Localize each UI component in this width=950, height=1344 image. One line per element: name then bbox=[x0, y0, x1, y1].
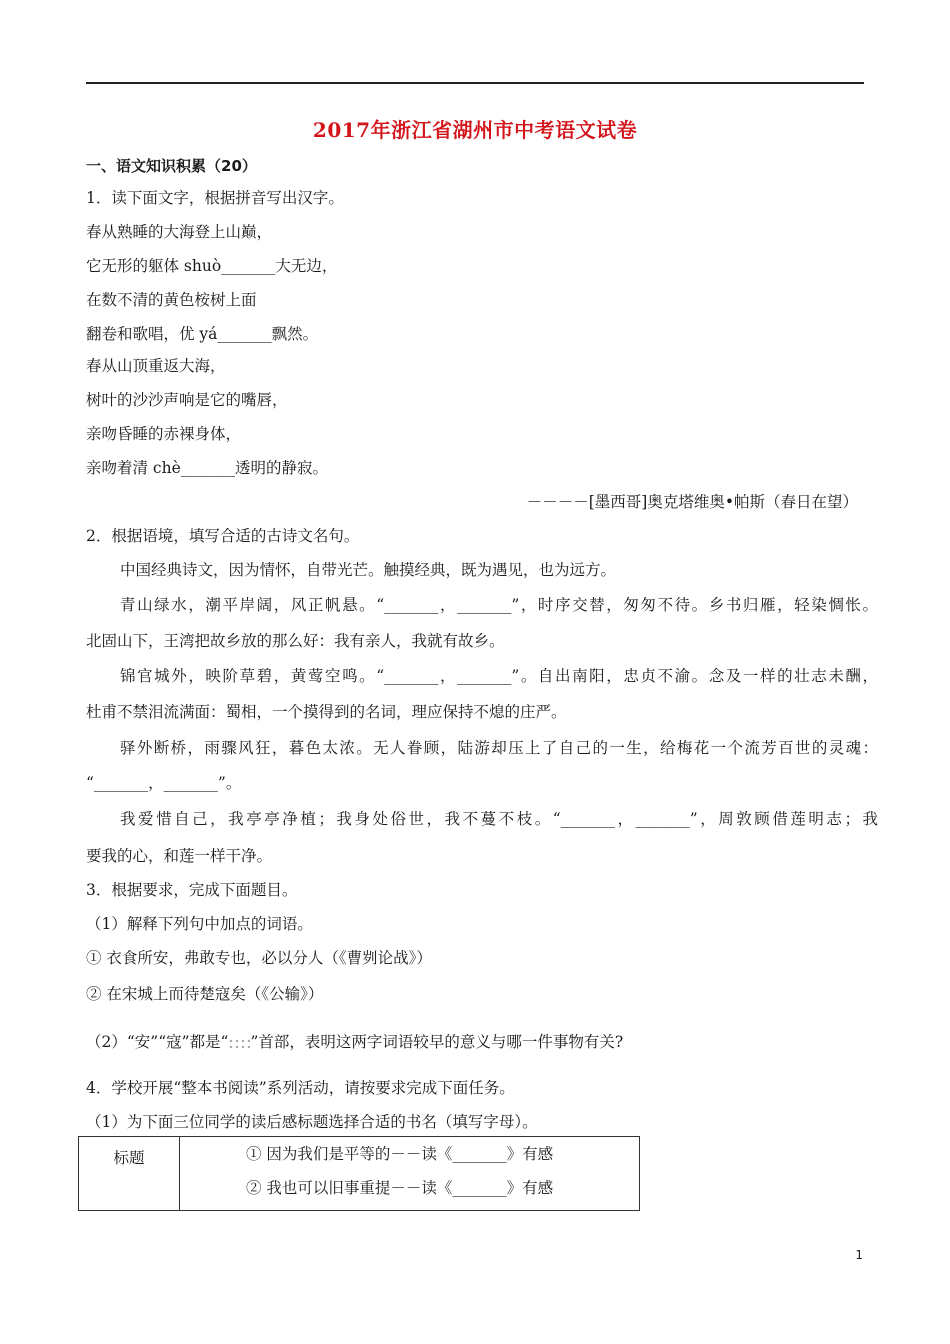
q2-paragraph: 北固山下，王湾把故乡放的那么好：我有亲人，我就有故乡。 bbox=[86, 632, 505, 650]
poem-line: 树叶的沙沙声响是它的嘴唇， bbox=[86, 391, 288, 409]
q2-paragraph: 青山绿水，潮平岸阔，风正帆悬。“_______，_______”，时序交替，匆匆不待。乡书归雁，轻染惆怅。 bbox=[120, 596, 878, 614]
table-row: ① 因为我们是平等的－－读《_______》有感 bbox=[246, 1145, 554, 1163]
q4-prompt: 4．学校开展“整本书阅读”系列活动，请按要求完成下面任务。 bbox=[86, 1079, 515, 1097]
table-items-cell bbox=[180, 1137, 640, 1211]
q3-prompt: 3．根据要求，完成下面题目。 bbox=[86, 881, 298, 899]
q3-item: ② 在宋城上而待楚寇矣（《公输》） bbox=[86, 985, 324, 1003]
poem-line: 翻卷和歌唱，优 yá_______飘然。 bbox=[86, 325, 319, 343]
q3-sub2 bbox=[86, 1032, 623, 1052]
document-title: 2017年浙江省湖州市中考语文试卷 bbox=[312, 118, 638, 142]
q2-paragraph: 锦官城外，映阶草碧，黄莺空鸣。“_______，_______”。自出南阳，忠贞不渝。念及一样的壮志未酬， bbox=[120, 667, 878, 685]
poem-line: 在数不清的黄色桉树上面 bbox=[86, 291, 257, 309]
poem-line: 春从熟睡的大海登上山巅， bbox=[86, 223, 273, 241]
q3-sub1: （1）解释下列句中加点的词语。 bbox=[86, 915, 313, 933]
q2-paragraph: 中国经典诗文，因为情怀，自带光芒。触摸经典，既为遇见，也为远方。 bbox=[120, 561, 617, 579]
q2-paragraph: “_______，_______”。 bbox=[86, 774, 242, 792]
q1-prompt: 1．读下面文字，根据拼音写出汉字。 bbox=[86, 189, 344, 207]
page-number: 1 bbox=[855, 1248, 863, 1262]
q4-sub1: （1）为下面三位同学的读后感标题选择合适的书名（填写字母）。 bbox=[86, 1113, 538, 1131]
table-header-cell: 标题 bbox=[79, 1137, 180, 1211]
q3-sub2-pre: （2）“安”“寇”都是“ bbox=[86, 1033, 229, 1051]
q2-paragraph: 我爱惜自己，我亭亭净植；我身处俗世，我不蔓不枝。“_______，_______”，周敦顾借莲明志；我 bbox=[120, 810, 878, 828]
q2-paragraph: 驿外断桥，雨骤风狂，暮色太浓。无人眷顾，陆游却压上了自己的一生，给梅花一个流芳百世的灵魂： bbox=[120, 739, 878, 757]
poem-line: 亲吻着清 chè_______透明的静寂。 bbox=[86, 459, 329, 477]
section-heading: 一、语文知识积累（20） bbox=[86, 157, 257, 175]
poem-line: 亲吻昏睡的赤裸身体， bbox=[86, 425, 242, 443]
poem-line: 春从山顶重返大海， bbox=[86, 357, 226, 375]
title-table bbox=[78, 1136, 640, 1211]
q3-sub2-post: ”首部，表明这两字词语较早的意义与哪一件事物有关? bbox=[250, 1033, 624, 1051]
poem-source: －－－－[墨西哥]奥克塔维奥•帕斯（春日在望） bbox=[526, 493, 858, 511]
q2-paragraph: 杜甫不禁泪流满面：蜀相，一个摸得到的名词，理应保持不熄的庄严。 bbox=[86, 703, 567, 721]
header-rule bbox=[86, 82, 864, 84]
q3-item: ① 衣食所安，弗敢专也，必以分人（《曹刿论战》） bbox=[86, 949, 432, 967]
q2-paragraph: 要我的心，和莲一样干净。 bbox=[86, 847, 273, 865]
poem-line: 它无形的躯体 shuò_______大无边， bbox=[86, 257, 338, 275]
q2-prompt: 2．根据语境，填写合适的古诗文名句。 bbox=[86, 527, 360, 545]
table-row: ② 我也可以旧事重提－－读《_______》有感 bbox=[246, 1179, 554, 1197]
radical-image bbox=[228, 1038, 250, 1048]
